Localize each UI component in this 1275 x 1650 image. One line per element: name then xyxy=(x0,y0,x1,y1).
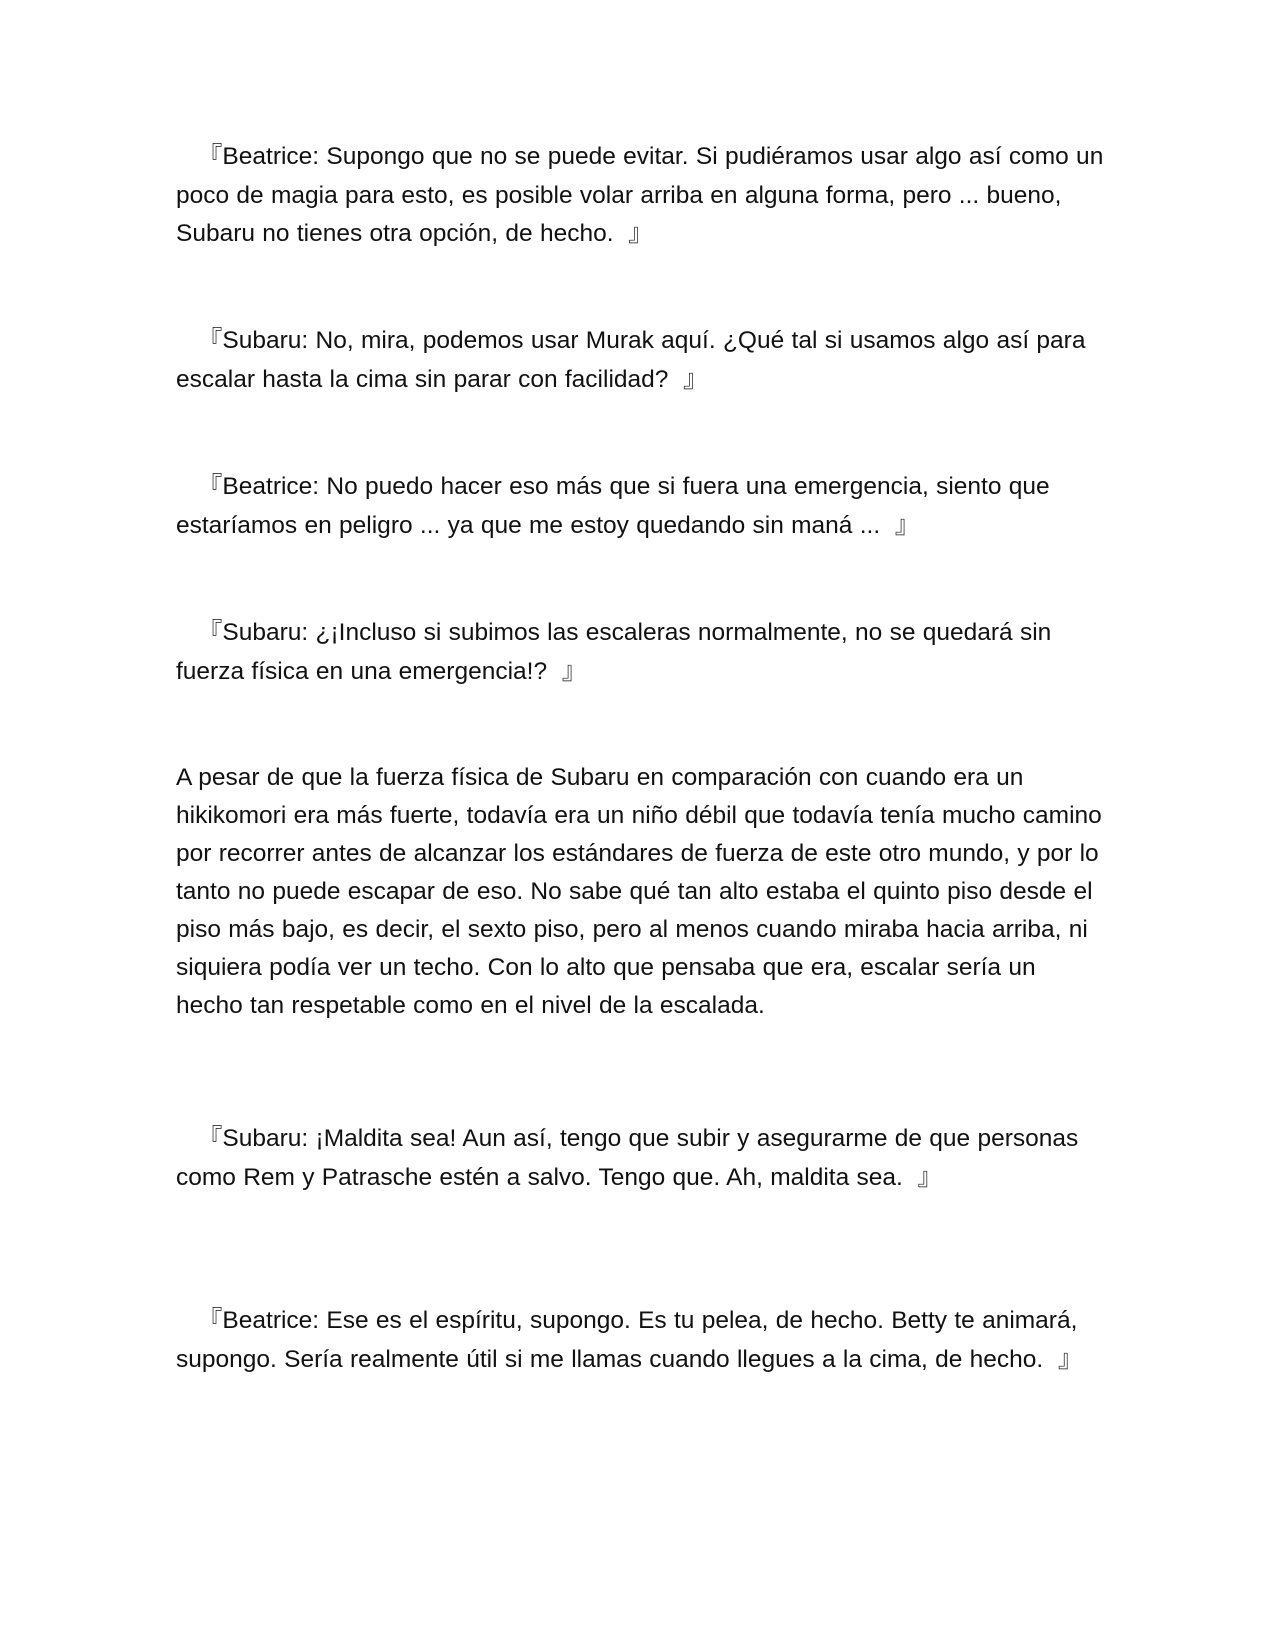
dialogue-paragraph-beatrice-1: 『Beatrice: Supongo que no se puede evitar. Si pudiéramos usar algo así como un poco de magia para esto, es posible volar arriba en alguna forma, pero ... bueno, Subaru no tienes otra opción, de hecho. 』 xyxy=(176,143,1111,247)
dialogue-paragraph-subaru-1: 『Subaru: No, mira, podemos usar Murak aquí. ¿Qué tal si usamos algo así para escalar hasta la cima sin parar con facilidad? 』 xyxy=(176,327,1093,393)
dialogue-paragraph-subaru-2: 『Subaru: ¿¡Incluso si subimos las escaleras normalmente, no se quedará sin fuerza física en una emergencia!? 』 xyxy=(176,619,1059,685)
dialogue-paragraph-subaru-3: 『Subaru: ¡Maldita sea! Aun así, tengo que subir y asegurarme de que personas como Rem y Patrasche estén a salvo. Tengo que. Ah, maldita sea. 』 xyxy=(176,1125,1086,1191)
dialogue-paragraph-beatrice-3: 『Beatrice: Ese es el espíritu, supongo. Es tu pelea, de hecho. Betty te animará, supongo. Sería realmente útil si me llamas cuando llegues a la cima, de hecho. 』 xyxy=(176,1307,1085,1373)
narration-paragraph: A pesar de que la fuerza física de Subaru en comparación con cuando era un hikikomori era más fuerte, todavía era un niño débil que todavía tenía mucho camino por recorrer antes de alcanzar los estándares de fuerza de este otro mundo, y por lo tanto no puede escapar de eso. No sabe qué tan alto estaba el quinto piso desde el piso más bajo, es decir, el sexto piso, pero al menos cuando miraba hacia arriba, ni siquiera podía ver un techo. Con lo alto que pensaba que era, escalar sería un hecho tan respetable como en el nivel de la escalada. xyxy=(176,764,1110,1019)
dialogue-paragraph-beatrice-2: 『Beatrice: No puedo hacer eso más que si fuera una emergencia, siento que estaríamos en peligro ... ya que me estoy quedando sin maná ... 』 xyxy=(176,473,1057,539)
